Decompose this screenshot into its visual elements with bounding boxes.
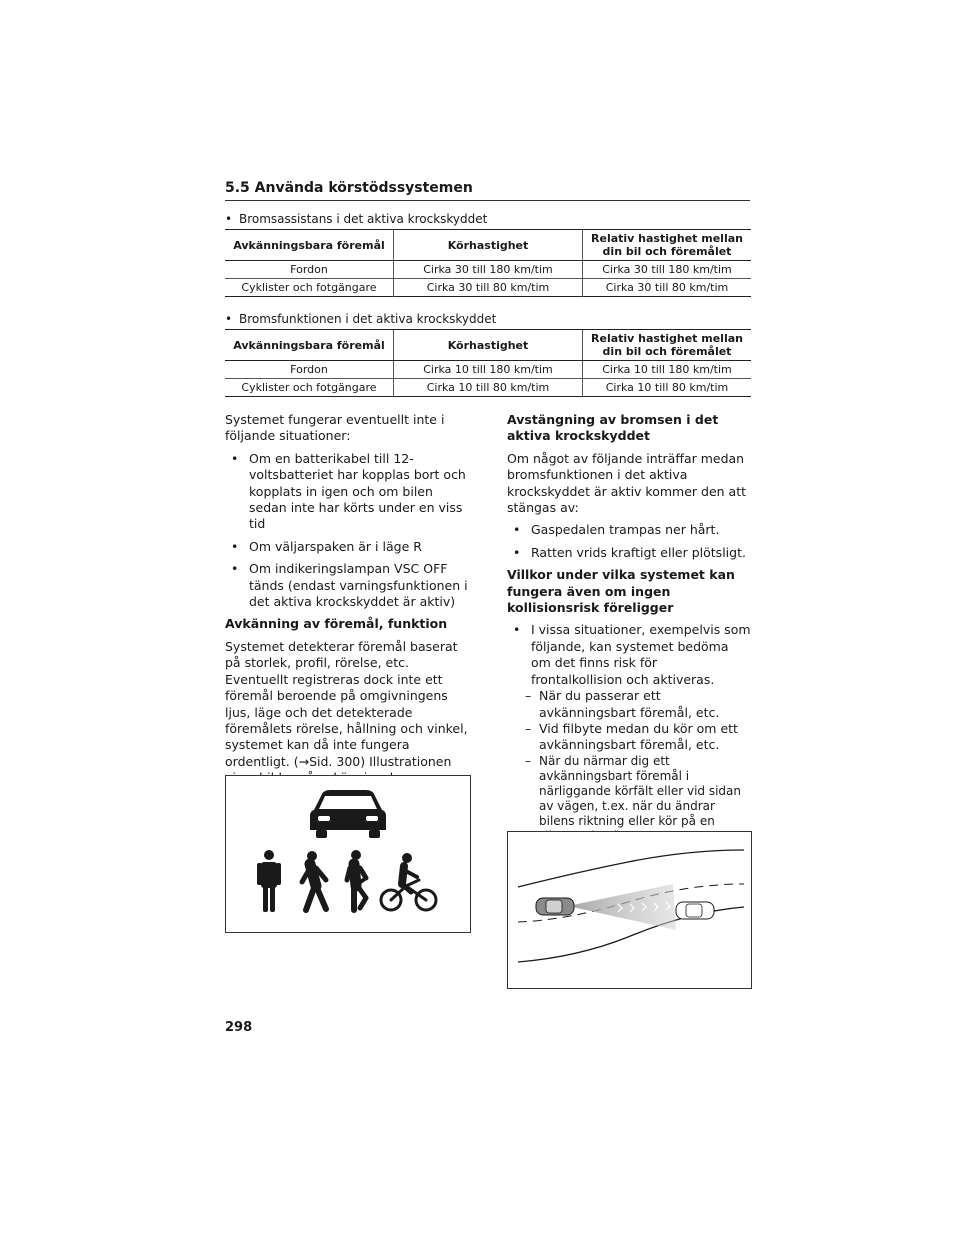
table-cell: Cirka 10 till 80 km/tim: [583, 379, 752, 397]
road-edge-upper: [518, 850, 744, 887]
table-row: [225, 279, 751, 297]
detectable-objects-illustration: [225, 775, 471, 933]
table-cell: Fordon: [225, 261, 394, 279]
table-cell: Cyklister och fotgängare: [225, 379, 394, 397]
detection-paragraph: Systemet detekterar föremål baserat på storlek, profil, rörelse, etc. Eventuellt registreras dock inte ett föremål beroende på omgivningens ljus, läge och det detekterade föremålets rörelse, hållning och vinkel, systemet kan då inte fungera ordentligt. (→Sid. 300) Illustrationen: [225, 638, 468, 769]
section-divider: [225, 200, 750, 201]
curved-road-illustration: [507, 831, 752, 989]
table-header-cell: Körhastighet: [394, 330, 583, 361]
list-item: • Gaspedalen trampas ner hårt.: [507, 522, 752, 538]
table-cell: Cirka 30 till 180 km/tim: [583, 261, 752, 279]
table-header-cell: Relativ hastighet mellan din bil och föremålet: [583, 330, 752, 361]
dash-item: – Vid filbyte medan du kör om ett avkänningsbart föremål, etc.: [525, 720, 738, 753]
table-cell: Cirka 10 till 180 km/tim: [394, 361, 583, 379]
dash-item: – När du närmar dig ett avkänningsbart föremål i närliggande körfält eller vid sidan av vägen, t.ex. när du ändrar bilens riktning eller kör på en: [521, 754, 752, 844]
table-cell: Cirka 10 till 180 km/tim: [583, 361, 752, 379]
list-item: • I vissa situationer, exempelvis som följande, kan systemet bedöma om det finns risk för frontalkollision och aktiveras.: [507, 622, 752, 688]
cyclist-icon: [381, 853, 436, 910]
subheading-object-detection: Avkänning av föremål, funktion: [225, 616, 448, 632]
table-brake-assist: [225, 229, 751, 297]
pedestrian-standing-icon: [257, 850, 281, 912]
intro-paragraph: Systemet fungerar eventuellt inte i följande situationer:: [225, 412, 445, 444]
left-column: [225, 412, 470, 809]
subheading-brake-deactivation: Avstängning av bromsen i det aktiva krockskyddet: [507, 412, 719, 444]
detectable-objects-svg: [226, 776, 470, 932]
dash-list: [507, 688, 752, 844]
table1-caption: • Bromsassistans i det aktiva krockskyddet: [225, 212, 488, 226]
subheading-false-activation: Villkor under vilka systemet kan fungera även om ingen kollisionsrisk föreligger: [507, 567, 735, 616]
dash-item: – När du passerar ett avkänningsbart föremål, etc.: [525, 688, 720, 720]
list-item: • Om väljarspaken är i läge R: [225, 539, 470, 555]
right-column: [507, 412, 752, 844]
deactivation-paragraph: Om något av följande inträffar medan bromsfunktionen i det aktiva krockskyddet är aktiv kommer den att stängas av:: [507, 450, 746, 516]
table-row: [225, 361, 751, 379]
table-cell: Cyklister och fotgängare: [225, 279, 394, 297]
table-cell: Cirka 30 till 80 km/tim: [583, 279, 752, 297]
page-number: 298: [225, 1020, 253, 1035]
table-row: [225, 261, 751, 279]
table2-caption: • Bromsfunktionen i det aktiva krockskyddet: [225, 312, 497, 326]
list-item: • Om en batterikabel till 12-voltsbatteriet har kopplas bort och kopplats in igen och om bilen sedan inte har körts under en viss tid: [225, 451, 470, 533]
table-header-row: [225, 230, 751, 261]
own-vehicle-icon: [536, 898, 574, 915]
table-cell: Cirka 10 till 80 km/tim: [394, 379, 583, 397]
table2-caption-text: Bromsfunktionen i det aktiva krockskyddet: [239, 312, 497, 326]
section-title: 5.5 Använda körstödssystemen: [225, 180, 473, 196]
table-header-row: [225, 330, 751, 361]
target-vehicle-icon: [676, 902, 714, 919]
table-header-cell: Avkänningsbara föremål: [225, 230, 394, 261]
table-row: [225, 379, 751, 397]
table-cell: Fordon: [225, 361, 394, 379]
table1-caption-text: Bromsassistans i det aktiva krockskyddet: [239, 212, 488, 226]
table-cell: Cirka 30 till 180 km/tim: [394, 261, 583, 279]
pedestrian-walking-icon: [302, 851, 326, 910]
dash-item-text: När du passerar ett avkänningsbart föremål, etc.: [539, 688, 720, 720]
curved-road-svg: [508, 832, 751, 988]
table-header-cell: Relativ hastighet mellan din bil och föremålet: [583, 230, 752, 261]
pedestrian-running-icon: [347, 850, 366, 910]
list-item: • Ratten vrids kraftigt eller plötsligt.: [507, 545, 752, 561]
table-header-cell: Körhastighet: [394, 230, 583, 261]
table-brake-function: [225, 329, 751, 397]
dash-item-text: När du närmar dig ett avkänningsbart föremål i närliggande körfält eller vid sidan av vägen, t.ex. när du ändrar bilens riktning eller kör på en: [539, 753, 742, 828]
car-icon: [310, 790, 386, 838]
dash-item-text: Vid filbyte medan du kör om ett avkänningsbart föremål, etc.: [539, 720, 738, 753]
list-item: • Om indikeringslampan VSC OFF tänds (endast varningsfunktionen i det aktiva krockskyddet är aktiv): [225, 561, 470, 610]
sensor-beam: [568, 884, 676, 930]
table-header-cell: Avkänningsbara föremål: [225, 330, 394, 361]
table-cell: Cirka 30 till 80 km/tim: [394, 279, 583, 297]
